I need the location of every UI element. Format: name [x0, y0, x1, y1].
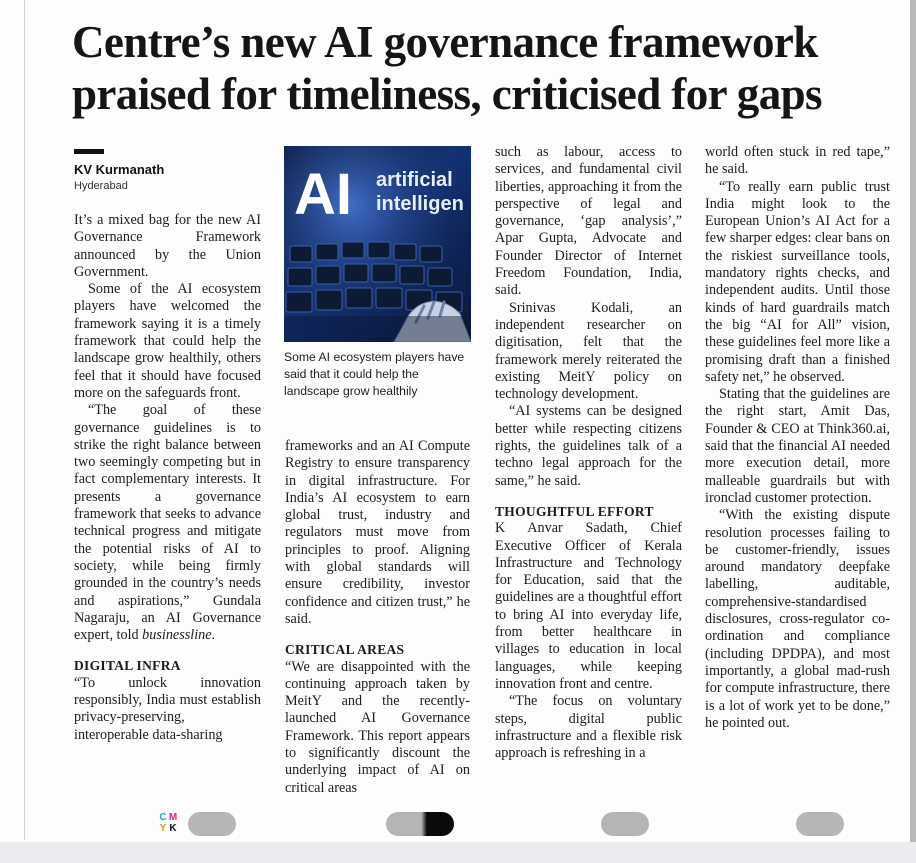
article-column-1	[74, 212, 261, 744]
paragraph: such as labour, access to services, and fundamental civil liberties, approaching it from the perspective of legal and governance, ‘gap analysis’,” Apar Gupta, Advocate and Founder Director of Internet Freedom Foundation, India, said.	[495, 144, 682, 299]
paragraph: world often stuck in red tape,” he said.	[705, 144, 890, 178]
article-column-2	[285, 438, 470, 797]
photo-text-ai: AI	[294, 162, 352, 227]
article-photo	[284, 146, 471, 342]
photo-caption: Some AI ecosystem players have said that it could help the landscape grow healthily	[284, 350, 465, 398]
paragraph: “To really earn public trust India might look to the European Union’s AI Act for a few sharper edges: clear bans on the riskiest surveillance tools, mandatory rights checks, and independent audits. Until those kinds of hard guardrails match the big “AI for All” vision, these guidelines feel more like a promising draft than a finished safety net,” he observed.	[705, 178, 890, 385]
paragraph: “The focus on voluntary steps, digital public infrastructure and a flexible risk approach is refreshing in a	[495, 693, 682, 762]
byline-author: KV Kurmanath	[74, 162, 165, 177]
paragraph: “AI systems can be designed better while respecting citizens rights, the guidelines talk of a techno legal approach for the same,” he said.	[495, 403, 682, 489]
cmyk-k: K	[169, 823, 177, 834]
cmyk-m: M	[168, 812, 178, 823]
article-column-4	[705, 144, 890, 732]
section-heading: CRITICAL AREAS	[285, 642, 405, 658]
section-heading: THOUGHTFUL EFFORT	[495, 503, 654, 519]
paragraph: K Anvar Sadath, Chief Executive Officer of Kerala Infrastructure and Technology for Education, said that the guidelines are a thoughtful effort to bring AI into everyday life, from better healthcare in villages to education in local languages, while keeping innovation front and centre.	[495, 520, 682, 692]
publication-name: businessline	[142, 627, 212, 644]
registration-bar-dark	[386, 812, 454, 836]
paragraph	[74, 402, 261, 644]
paragraph: frameworks and an AI Compute Registry to ensure transparency in digital infrastructure. For India’s AI ecosystem to earn global trust, industry and regulators must move from principles to proof. Aligning with global standards will ensure credibility, investor confidence and citizen trust,” he said.	[285, 438, 470, 627]
photo-text-intelligence: intelligen	[376, 193, 464, 215]
section-heading: DIGITAL INFRA	[74, 658, 181, 674]
paragraph: Srinivas Kodali, an independent researcher on digitisation, felt that the framework merely reiterated the existing MeitY policy on technology development.	[495, 299, 682, 403]
paragraph: “We are disappointed with the continuing approach taken by MeitY and the recently-launched AI Governance Framework. This report appears to significantly discount the underlying impact of AI on critical areas	[285, 658, 470, 796]
paragraph: “With the existing dispute resolution processes failing to be customer-friendly, issues around mandatory deepfake labelling, auditable, comprehensive-standardised disclosures, cross-regulator co-ordination and compliance (including DPDPA), and most importantly, a global mad-rush for compute infrastructure, there is a lot of work yet to be done,” he pointed out.	[705, 507, 890, 731]
page-right-edge	[910, 0, 916, 863]
registration-bar	[796, 812, 844, 836]
article-headline: Centre’s new AI governance framework praised for timeliness, criticised for gaps	[72, 17, 822, 119]
bottom-margin	[0, 842, 916, 863]
cmyk-mark	[158, 812, 180, 834]
paragraph-text: “The goal of these governance guidelines is to strike the right balance between two seemingly competing but in fact complementary interests. It presents a governance framework that seeks to advance technical progress and mitigate the potential risks of AI to society, while being firmly grounded in the country’s needs and aspirations,” Gundala Nagaraju, an AI Governance expert, told	[74, 402, 261, 644]
article-column-3	[495, 144, 682, 762]
page-left-border	[24, 0, 25, 840]
photo-text-artificial: artificial	[376, 169, 453, 191]
paragraph-text: .	[211, 627, 216, 644]
paragraph: Some of the AI ecosystem players have welcomed the framework saying it is a timely framework that could help the landscape grow healthily, others feel that it should have focused more on the safeguards front.	[74, 281, 261, 401]
registration-bar	[601, 812, 649, 836]
byline-place: Hyderabad	[74, 180, 128, 192]
paragraph: Stating that the guidelines are the right start, Amit Das, Founder & CEO at Think360.ai, said that the financial AI needed more execution detail, more malleable guardrails but with ironclad customer protection.	[705, 386, 890, 506]
paragraph: “To unlock innovation responsibly, India must establish privacy-preserving, interoperable data-sharing	[74, 674, 261, 743]
registration-bar	[188, 812, 236, 836]
cmyk-c: C	[159, 812, 167, 823]
cmyk-y: Y	[159, 823, 167, 834]
byline-rule	[74, 149, 104, 154]
ai-illustration	[284, 146, 471, 342]
paragraph: It’s a mixed bag for the new AI Governance Framework announced by the Union Government.	[74, 212, 261, 280]
